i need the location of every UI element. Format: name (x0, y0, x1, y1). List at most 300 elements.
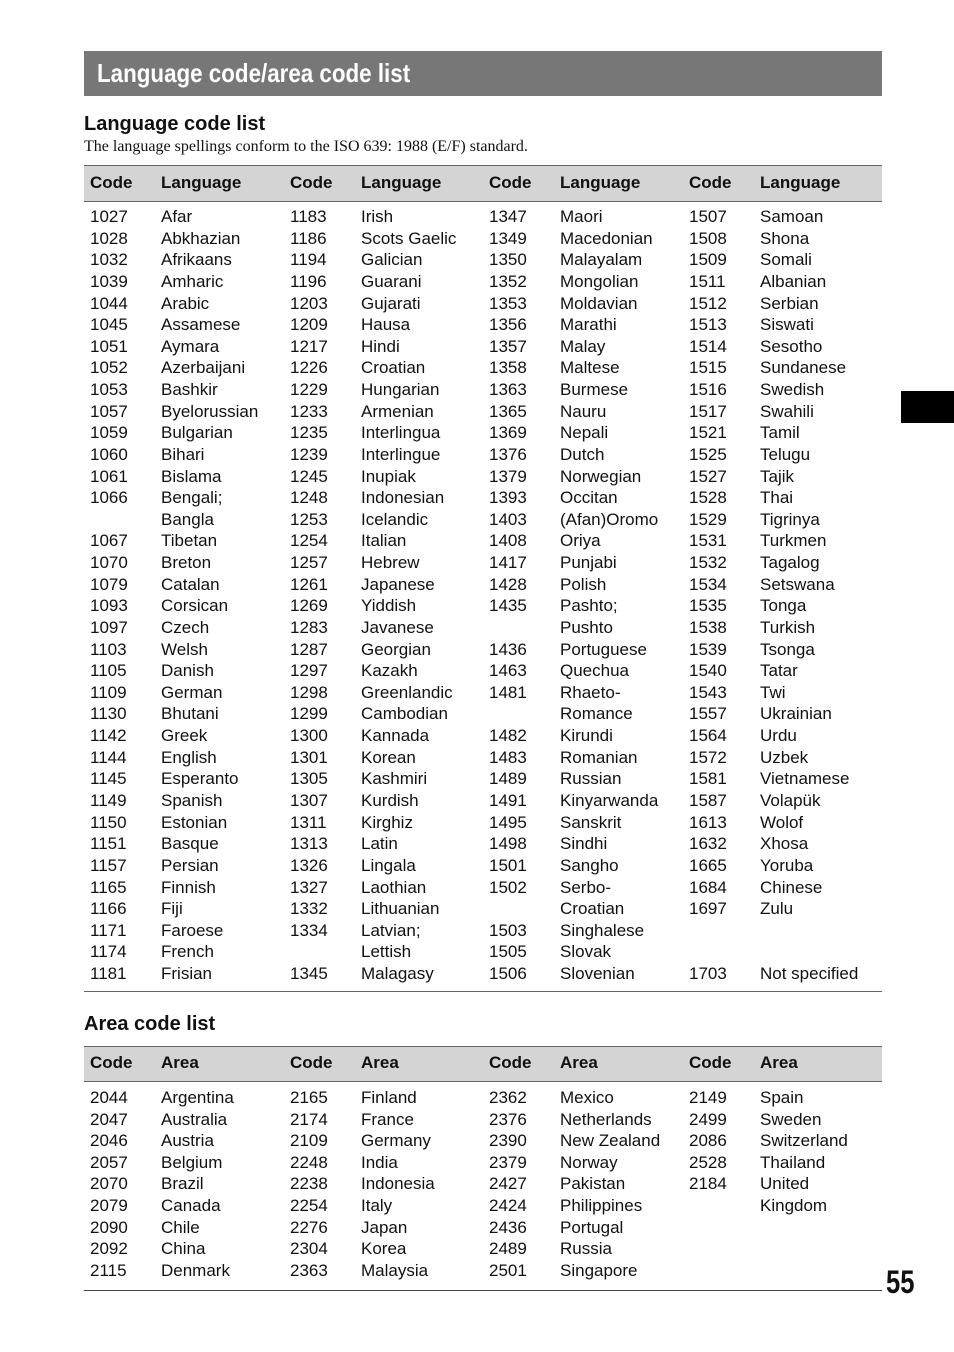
table-cell-code: 1313 (290, 834, 328, 854)
table-cell-name: Netherlands (560, 1109, 652, 1129)
header-name-2: Language (361, 173, 442, 192)
table-cell-code: 2276 (290, 1217, 328, 1237)
table-cell-code: 1283 (290, 617, 328, 637)
table-cell-code: 1332 (290, 899, 328, 919)
table-cell-name: Byelorussian (161, 401, 259, 421)
table-cell-name: Macedonian (560, 228, 653, 248)
table-cell-code: 1105 (90, 661, 127, 681)
table-cell-name: Spanish (161, 791, 223, 810)
table-cell-code: 1379 (489, 466, 527, 486)
table-cell-code: 2424 (489, 1196, 527, 1215)
table-cell-code: 1532 (689, 553, 727, 573)
table-cell-name: Thailand (760, 1152, 826, 1172)
table-cell-name: Korea (361, 1239, 407, 1259)
table-cell-name: Galician (361, 250, 423, 270)
table-cell-name: Swahili (760, 401, 814, 421)
table-cell-code: 1103 (90, 639, 127, 659)
table-cell-code: 1511 (689, 271, 726, 291)
table-cell-code: 1506 (489, 964, 527, 984)
table-cell-name: Yoruba (760, 855, 814, 875)
table-cell-name: Lettish (361, 942, 412, 962)
table-cell-name: Tigrinya (760, 509, 820, 529)
table-cell-name: Serbian (760, 293, 819, 313)
table-cell-name: Lithuanian (361, 899, 440, 919)
table-cell-name: Kannada (361, 726, 430, 746)
table-cell-name: Indonesian (361, 488, 445, 508)
table-cell-name: Rhaeto- (560, 682, 621, 702)
table-cell-code: 1513 (689, 315, 727, 335)
table-cell-name: Cambodian (361, 704, 448, 724)
table-cell-code: 2254 (290, 1196, 328, 1215)
table-cell-code: 2086 (689, 1131, 727, 1151)
table-cell-name: Afrikaans (161, 250, 232, 270)
header-code-2: Code (290, 1053, 333, 1072)
table-cell-name: Tonga (760, 596, 807, 616)
table-cell-code: 1057 (90, 401, 128, 421)
table-cell-code: 1171 (90, 920, 127, 940)
table-cell-code: 1534 (689, 574, 727, 594)
header-code-3: Code (489, 1053, 532, 1072)
table-cell-code: 2047 (90, 1109, 128, 1129)
table-cell-code: 1507 (689, 207, 727, 226)
table-cell-code: 1229 (290, 380, 328, 400)
table-cell-name: Bengali; (161, 488, 223, 508)
table-cell-code: 1301 (290, 747, 328, 767)
table-cell-code: 1403 (489, 509, 527, 529)
table-cell-code: 1347 (489, 207, 527, 226)
header-name-1: Area (161, 1053, 199, 1072)
table-cell-code: 1528 (689, 488, 727, 508)
table-cell-code: 1463 (489, 661, 527, 681)
table-cell-name: Azerbaijani (161, 358, 246, 378)
table-cell-code: 1028 (90, 228, 128, 248)
table-cell-name: Serbo- (560, 877, 612, 897)
table-cell-name: Russia (560, 1239, 612, 1259)
table-cell-name: Norwegian (560, 466, 642, 486)
table-cell-code: 1060 (90, 444, 128, 464)
table-cell-code: 1515 (689, 358, 727, 378)
table-cell-code: 1149 (90, 791, 127, 810)
table-cell-name: French (161, 942, 214, 962)
section-banner (84, 51, 882, 96)
table-cell-code: 1130 (90, 704, 127, 724)
table-cell-name: Bihari (161, 444, 205, 464)
header-code-1: Code (90, 1053, 133, 1072)
table-cell-code: 1514 (689, 336, 727, 356)
table-cell-name: Ukrainian (760, 704, 832, 724)
header-name-4: Area (760, 1053, 798, 1072)
table-cell-name: Kingdom (760, 1196, 828, 1215)
table-cell-name: Occitan (560, 488, 618, 508)
table-cell-code: 1297 (290, 661, 328, 681)
table-cell-code: 1334 (290, 920, 328, 940)
table-cell-code: 1059 (90, 423, 128, 443)
table-cell-name: Kazakh (361, 661, 418, 681)
language-note: The language spellings conform to the ISO 639: 1988 (E/F) standard. (84, 138, 528, 155)
table-cell-name: Hausa (361, 315, 411, 335)
table-cell-name: Turkmen (760, 531, 827, 551)
table-cell-code: 1217 (290, 336, 328, 356)
table-cell-name: Arabic (161, 293, 210, 313)
table-cell-code: 1209 (290, 315, 328, 335)
area-code-table (84, 1046, 882, 1290)
table-cell-code: 2238 (290, 1174, 328, 1194)
table-cell-code: 1039 (90, 271, 128, 291)
table-cell-code: 1144 (90, 747, 127, 767)
table-cell-code: 1299 (290, 704, 328, 724)
table-cell-code: 2184 (689, 1174, 727, 1194)
table-cell-code: 1261 (290, 574, 328, 594)
table-cell-name: Armenian (361, 401, 434, 421)
table-cell-code: 1531 (689, 531, 727, 551)
table-cell-name: Maltese (560, 358, 620, 378)
table-cell-code: 1512 (689, 293, 727, 313)
table-cell-code: 1502 (489, 877, 527, 897)
table-cell-name: Wolof (760, 812, 804, 832)
table-cell-name: Abkhazian (161, 228, 241, 248)
table-cell-name: Sweden (760, 1109, 822, 1129)
table-cell-name: Scots Gaelic (361, 228, 457, 248)
header-name-1: Language (161, 173, 242, 192)
table-cell-name: Kirundi (560, 726, 613, 746)
table-cell-name: Samoan (760, 207, 824, 226)
table-cell-code: 1051 (90, 336, 128, 356)
table-cell-name: Bulgarian (161, 423, 233, 443)
table-cell-code: 2248 (290, 1152, 328, 1172)
table-cell-name: Interlingue (361, 444, 441, 464)
table-cell-code: 1481 (489, 682, 527, 702)
table-cell-code: 1327 (290, 877, 328, 897)
table-cell-name: Somali (760, 250, 812, 270)
table-cell-name: Philippines (560, 1196, 643, 1215)
table-cell-name: Persian (161, 855, 219, 875)
table-cell-name: Korean (361, 747, 416, 767)
table-cell-code: 1540 (689, 661, 727, 681)
table-cell-code: 2090 (90, 1217, 128, 1237)
table-cell-name: Romance (560, 704, 633, 724)
table-cell-name: Guarani (361, 271, 422, 291)
table-cell-name: Danish (161, 661, 214, 681)
table-cell-code: 1543 (689, 682, 727, 702)
table-cell-name: Denmark (161, 1260, 230, 1280)
table-cell-name: Aymara (161, 336, 220, 356)
table-cell-name: Hebrew (361, 553, 420, 573)
table-cell-name: Singhalese (560, 920, 645, 940)
table-cell-name: Quechua (560, 661, 629, 681)
table-cell-name: Estonian (161, 812, 228, 832)
language-table-header (84, 165, 882, 202)
table-cell-code: 1307 (290, 791, 328, 810)
header-code-4: Code (689, 1053, 732, 1072)
table-cell-code: 1257 (290, 553, 328, 573)
table-cell-name: Corsican (161, 596, 229, 616)
table-cell-code: 1535 (689, 596, 727, 616)
table-cell-name: Belgium (161, 1152, 223, 1172)
table-cell-code: 1326 (290, 855, 328, 875)
table-cell-name: Turkish (760, 617, 816, 637)
table-cell-code: 1311 (290, 812, 327, 832)
table-cell-name: Sindhi (560, 834, 608, 854)
header-name-3: Language (560, 173, 641, 192)
table-cell-name: Sesotho (760, 336, 823, 356)
table-cell-name: Portugal (560, 1217, 624, 1237)
table-cell-code: 1516 (689, 380, 727, 400)
table-cell-code: 1369 (489, 423, 527, 443)
table-cell-name: Burmese (560, 380, 629, 400)
table-cell-name: Pashto; (560, 596, 618, 616)
table-cell-name: Javanese (361, 617, 434, 637)
table-cell-code: 1501 (489, 855, 527, 875)
table-cell-code: 1045 (90, 315, 128, 335)
table-cell-code: 1665 (689, 855, 727, 875)
table-cell-name: Vietnamese (760, 769, 850, 789)
table-cell-code: 2044 (90, 1088, 128, 1107)
table-cell-name: Portuguese (560, 639, 647, 659)
table-cell-name: Uzbek (760, 747, 809, 767)
table-cell-code: 1253 (290, 509, 328, 529)
table-cell-code: 1408 (489, 531, 527, 551)
table-cell-name: Pushto (560, 617, 613, 637)
table-cell-name: Lingala (361, 855, 416, 875)
table-cell-code: 1157 (90, 855, 127, 875)
table-cell-code: 1529 (689, 509, 727, 529)
table-cell-name: Bashkir (161, 380, 218, 400)
table-cell-name: Assamese (161, 315, 241, 335)
table-cell-name: Bhutani (161, 704, 219, 724)
table-cell-code: 1150 (90, 812, 127, 832)
table-cell-name: Frisian (161, 964, 213, 984)
table-cell-code: 2376 (489, 1109, 527, 1129)
table-cell-code: 2304 (290, 1239, 328, 1259)
table-cell-name: Slovenian (560, 964, 635, 984)
table-cell-code: 2489 (489, 1239, 527, 1259)
table-cell-name: Telugu (760, 444, 811, 464)
table-cell-code: 1027 (90, 207, 128, 226)
table-cell-name: Polish (560, 574, 607, 594)
table-cell-name: Bangla (161, 509, 214, 529)
section-tab-marker (901, 391, 954, 423)
table-cell-code: 1684 (689, 877, 727, 897)
table-cell-code: 1587 (689, 791, 727, 810)
table-cell-name: Twi (760, 682, 786, 702)
table-cell-name: Amharic (161, 271, 224, 291)
table-cell-name: France (361, 1109, 414, 1129)
table-cell-name: Albanian (760, 271, 827, 291)
table-cell-name: Afar (161, 207, 193, 226)
table-cell-name: Malay (560, 336, 606, 356)
header-code-4: Code (689, 173, 732, 192)
table-cell-code: 1165 (90, 877, 127, 897)
table-cell-name: Inupiak (361, 466, 416, 486)
table-cell-code: 1269 (290, 596, 328, 616)
table-cell-code: 1557 (689, 704, 727, 724)
table-cell-name: Chile (161, 1217, 200, 1237)
table-cell-name: Gujarati (361, 293, 421, 313)
table-cell-name: Romanian (560, 747, 638, 767)
table-cell-code: 1345 (290, 964, 328, 984)
table-cell-code: 1498 (489, 834, 527, 854)
table-cell-code: 1365 (489, 401, 527, 421)
table-cell-name: Pakistan (560, 1174, 626, 1194)
table-cell-code: 1356 (489, 315, 527, 335)
table-cell-name: Volapük (760, 791, 821, 810)
table-cell-code: 1079 (90, 574, 128, 594)
table-cell-code: 1203 (290, 293, 328, 313)
table-cell-code: 1349 (489, 228, 527, 248)
banner-title: Language code/area code list (97, 58, 411, 88)
table-cell-name: Finnish (161, 877, 216, 897)
table-cell-code: 1151 (90, 834, 127, 854)
table-cell-code: 1097 (90, 617, 128, 637)
table-cell-name: Icelandic (361, 509, 429, 529)
table-cell-code: 1352 (489, 271, 527, 291)
table-cell-name: Italy (361, 1196, 393, 1215)
table-cell-code: 2046 (90, 1131, 128, 1151)
table-cell-code: 1436 (489, 639, 527, 659)
table-cell-code: 1305 (290, 769, 328, 789)
table-cell-code: 1538 (689, 617, 727, 637)
table-cell-name: Tsonga (760, 639, 815, 659)
table-cell-code: 1194 (290, 250, 327, 270)
table-cell-code: 1287 (290, 639, 328, 659)
table-cell-code: 1521 (689, 423, 727, 443)
table-cell-code: 1052 (90, 358, 128, 378)
table-cell-name: Mongolian (560, 271, 639, 291)
table-cell-name: Welsh (161, 639, 208, 659)
table-cell-name: Catalan (161, 574, 220, 594)
table-cell-name: Italian (361, 531, 407, 551)
table-cell-code: 1428 (489, 574, 527, 594)
table-cell-code: 1053 (90, 380, 128, 400)
table-cell-code: 1239 (290, 444, 328, 464)
table-cell-name: Greenlandic (361, 682, 453, 702)
header-name-4: Language (760, 173, 841, 192)
table-cell-name: Tagalog (760, 553, 820, 573)
table-cell-code: 2363 (290, 1260, 328, 1280)
table-cell-code: 1066 (90, 488, 128, 508)
table-cell-name: Croatian (560, 899, 625, 919)
table-cell-code: 1517 (689, 401, 727, 421)
table-cell-code: 1248 (290, 488, 328, 508)
table-cell-name: Hungarian (361, 380, 440, 400)
table-cell-code: 1183 (290, 207, 327, 226)
table-cell-name: Russian (560, 769, 622, 789)
table-cell-code: 1539 (689, 639, 727, 659)
table-cell-name: Singapore (560, 1260, 638, 1280)
table-cell-code: 1109 (90, 682, 127, 702)
table-cell-code: 2109 (290, 1131, 328, 1151)
area-table-header (84, 1046, 882, 1082)
table-cell-name: Finland (361, 1088, 417, 1107)
table-cell-name: Japan (361, 1217, 408, 1237)
table-cell-name: Malagasy (361, 964, 434, 984)
table-cell-code: 1495 (489, 812, 527, 832)
table-cell-name: Oriya (560, 531, 601, 551)
table-cell-code: 2092 (90, 1239, 128, 1259)
table-cell-code: 1572 (689, 747, 727, 767)
table-cell-code: 2070 (90, 1174, 128, 1194)
table-cell-code: 1067 (90, 531, 128, 551)
table-cell-name: (Afan)Oromo (560, 509, 659, 529)
table-cell-name: Interlingua (361, 423, 441, 443)
header-code-3: Code (489, 173, 532, 192)
table-cell-code: 2149 (689, 1088, 727, 1107)
table-cell-name: Siswati (760, 315, 814, 335)
table-cell-name: Tatar (760, 661, 798, 681)
table-cell-code: 1363 (489, 380, 527, 400)
table-cell-name: India (361, 1152, 398, 1172)
table-cell-name: English (161, 747, 217, 767)
table-cell-name: Laothian (361, 877, 427, 897)
table-cell-name: Argentina (161, 1088, 234, 1107)
table-cell-code: 1489 (489, 769, 527, 789)
table-cell-name: Brazil (161, 1174, 204, 1194)
table-cell-name: China (161, 1239, 206, 1259)
page-number: 55 (886, 1264, 915, 1300)
table-cell-name: Kashmiri (361, 769, 428, 789)
table-cell-name: Sangho (560, 855, 619, 875)
table-cell-code: 2499 (689, 1109, 727, 1129)
table-cell-code: 1186 (290, 228, 327, 248)
table-cell-name: Kinyarwanda (560, 791, 659, 810)
table-cell-name: Switzerland (760, 1131, 848, 1151)
table-cell-name: Shona (760, 228, 810, 248)
table-cell-code: 1435 (489, 596, 527, 616)
table-cell-code: 1613 (689, 812, 727, 832)
table-cell-name: Bislama (161, 466, 222, 486)
table-cell-code: 1353 (489, 293, 527, 313)
table-cell-code: 1061 (90, 466, 128, 486)
table-cell-name: Tibetan (161, 531, 218, 551)
table-cell-code: 1233 (290, 401, 328, 421)
table-cell-name: Slovak (560, 942, 612, 962)
table-cell-name: Yiddish (361, 596, 417, 616)
table-cell-code: 1226 (290, 358, 328, 378)
table-cell-name: Faroese (161, 920, 224, 940)
table-cell-name: Latin (361, 834, 398, 854)
table-cell-code: 1632 (689, 834, 727, 854)
table-cell-name: Latvian; (361, 920, 421, 940)
page-bottom-rule (84, 1290, 882, 1291)
table-cell-name: Norway (560, 1152, 618, 1172)
table-cell-name: Punjabi (560, 553, 617, 573)
table-cell-name: Tajik (760, 466, 795, 486)
table-cell-name: Mexico (560, 1088, 614, 1107)
table-cell-name: Basque (161, 834, 219, 854)
table-cell-name: Tamil (760, 423, 800, 443)
table-cell-name: Nepali (560, 423, 609, 443)
table-cell-code: 2079 (90, 1196, 128, 1215)
header-code-2: Code (290, 173, 333, 192)
table-cell-code: 1508 (689, 228, 727, 248)
table-cell-code: 2174 (290, 1109, 328, 1129)
table-cell-name: Austria (161, 1131, 214, 1151)
table-cell-code: 1482 (489, 726, 527, 746)
table-cell-name: Kirghiz (361, 812, 413, 832)
table-cell-code: 1376 (489, 444, 527, 464)
table-cell-name: Maori (560, 207, 603, 226)
table-cell-name: Chinese (760, 877, 823, 897)
table-cell-name: Canada (161, 1196, 221, 1215)
table-cell-name: Japanese (361, 574, 435, 594)
table-cell-name: Sanskrit (560, 812, 622, 832)
table-cell-name: Kurdish (361, 791, 419, 810)
table-cell-code: 2501 (489, 1260, 527, 1280)
table-cell-code: 2165 (290, 1088, 328, 1107)
table-cell-code: 1505 (489, 942, 527, 962)
table-cell-name: Malayalam (560, 250, 643, 270)
table-cell-name: Nauru (560, 401, 607, 421)
